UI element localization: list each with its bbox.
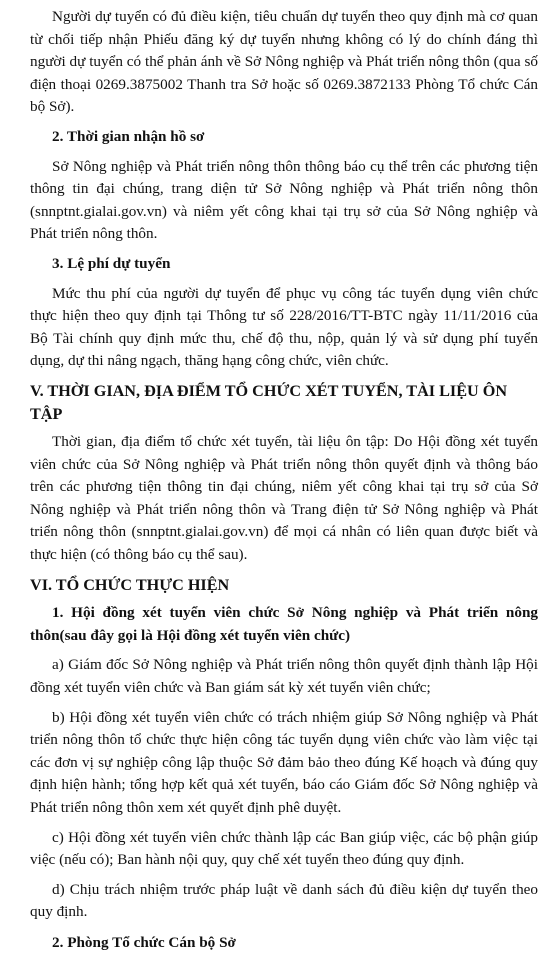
fee-paragraph: Mức thu phí của người dự tuyển để phục vụ công tác tuyển dụng viên chức thực hiện theo quy định tại Thông tư số 228/2016/TT-BTC ngày 11/11/2016 của Bộ Tài chính quy định mức thu, chế độ thu, nộp, quản lý và sử dụng phí tuyển dụng, dự thi nâng ngạch, thăng hạng công chức, viên chức.	[30, 284, 538, 370]
heading-section-5: V. THỜI GIAN, ĐỊA ĐIỂM TỔ CHỨC XÉT TUYỂN, TÀI LIỆU ÔN TẬP	[30, 381, 508, 423]
heading-fee: 3. Lệ phí dự tuyển	[52, 254, 171, 272]
item-a-paragraph: a) Giám đốc Sở Nông nghiệp và Phát triển nông thôn quyết định thành lập Hội đồng xét tuyển viên chức và Ban giám sát kỳ xét tuyển viên chức;	[30, 656, 538, 697]
item-b-paragraph: b) Hội đồng xét tuyển viên chức có trách nhiệm giúp Sở Nông nghiệp và Phát triển nông thôn tổ chức thực hiện công tác tuyển dụng viên chức vào làm việc tại các đơn vị sự nghiệp công lập thuộc Sở đảm bảo theo đúng Kế hoạch và đúng quy định hiện hành; tổng hợp kết quả xét tuyển, báo cáo Giám đốc Sở Nông nghiệp và Phát triển nông thôn xem xét quyết định phê duyệt.	[30, 708, 538, 816]
section-5-paragraph: Thời gian, địa điểm tổ chức xét tuyển, tài liệu ôn tập: Do Hội đồng xét tuyển viên chức của Sở Nông nghiệp và Phát triển nông thôn quyết định và thông báo trên các phương tiện thông tin đại chúng, niêm yết công khai tại trụ sở của Sở Nông nghiệp và Phát triển nông thôn và Trang điện tử Sở Nông nghiệp và Phát triển nông thôn (snnptnt.gialai.gov.vn) để mọi cá nhân có liên quan được biết và thực hiện (có thông báo cụ thể sau).	[30, 433, 538, 564]
application-time-paragraph: Sở Nông nghiệp và Phát triển nông thôn thông báo cụ thể trên các phương tiện thông tin đại chúng, trang diện tử Sở Nông nghiệp và Phát triển nông thôn (snnptnt.gialai.gov.vn) và niêm yết công khai tại trụ sở của Sở Nông nghiệp và Phát triển nông thôn.	[30, 157, 538, 243]
intro-paragraph: Người dự tuyển có đủ điều kiện, tiêu chuẩn dự tuyển theo quy định mà cơ quan từ chối tiếp nhận Phiếu đăng ký dự tuyển nhưng không có lý do chính đáng thì người dự tuyển có thể phản ánh về Sở Nông nghiệp và Phát triển nông thôn (qua số điện thoại 0269.3875002 Thanh tra Sở hoặc số 0269.3872133 Phòng Tổ chức Cán bộ Sở).	[30, 8, 538, 116]
heading-application-time: 2. Thời gian nhận hồ sơ	[52, 127, 205, 145]
heading-section-6: VI. TỔ CHỨC THỰC HIỆN	[30, 575, 230, 594]
item-c-paragraph: c) Hội đồng xét tuyển viên chức thành lập các Ban giúp việc, các bộ phận giúp việc (nếu có); Ban hành nội quy, quy chế xét tuyển theo đúng quy định.	[30, 828, 538, 869]
heading-council: 1. Hội đồng xét tuyển viên chức Sở Nông nghiệp và Phát triển nông thôn(sau đây gọi là Hội đồng xét tuyển viên chức)	[30, 604, 538, 644]
heading-personnel-dept: 2. Phòng Tổ chức Cán bộ Sở	[52, 933, 236, 951]
item-d-paragraph: d) Chịu trách nhiệm trước pháp luật về danh sách đủ điều kiện dự tuyển theo quy định.	[30, 880, 538, 921]
